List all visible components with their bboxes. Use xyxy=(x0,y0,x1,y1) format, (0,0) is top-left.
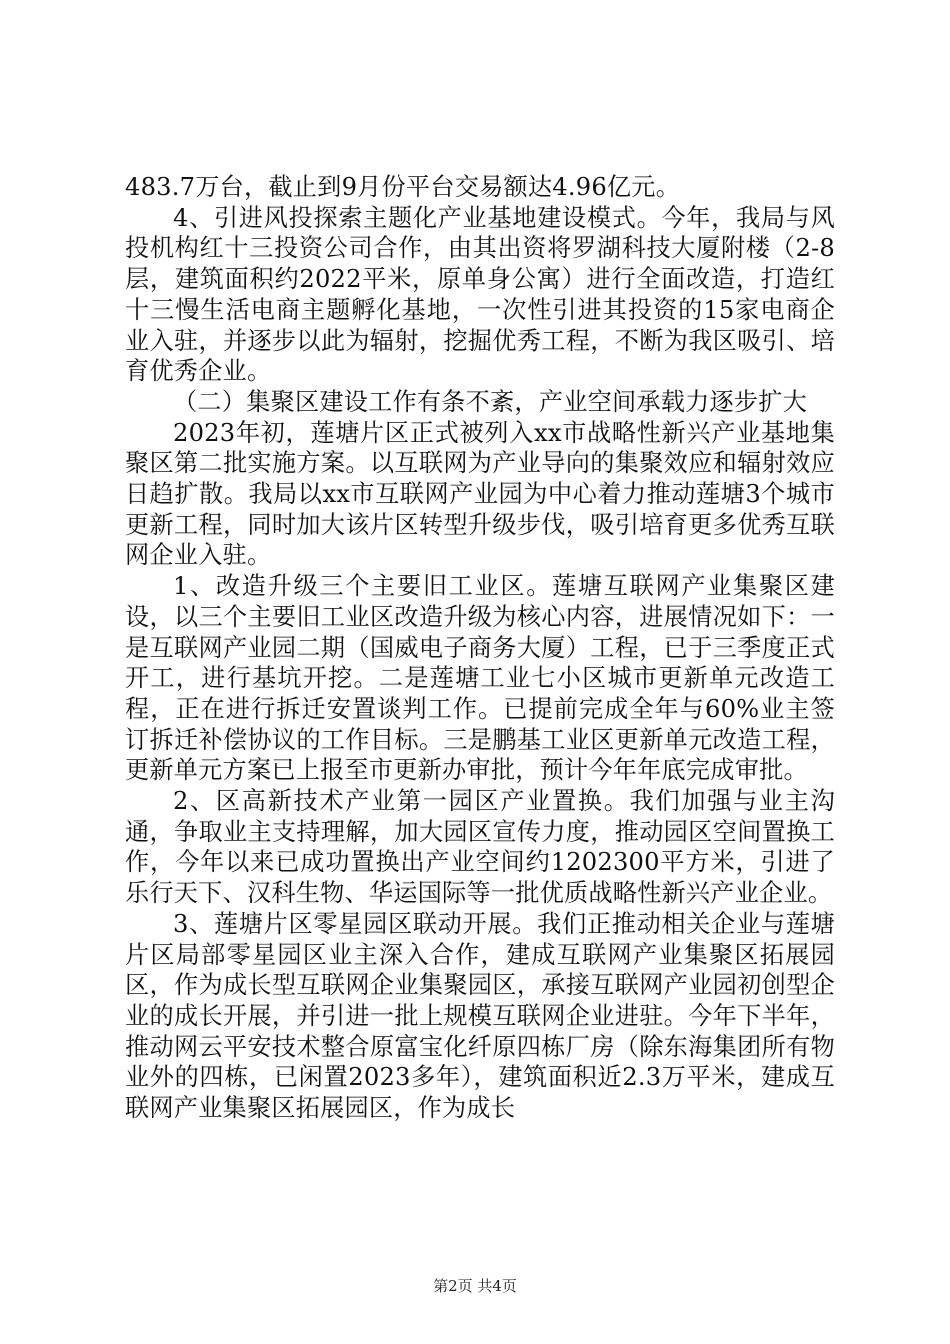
page-footer: 第2页 共4页 xyxy=(433,1277,517,1295)
paragraph-continuation: 483.7万台，截止到9月份平台交易额达4.96亿元。 xyxy=(125,173,681,201)
paragraph-intro: 2023年初，莲塘片区正式被列入xx市战略性新兴产业基地集聚区第二批实施方案。以互联网为产业导向的集聚效应和辐射效应日趋扩散。我局以xx市互联网产业园为中心着力推动莲塘3个城市更新工程，同时加大该片区转型升级步伐，吸引培育更多优秀互联网企业入驻。 xyxy=(125,418,835,570)
document-body xyxy=(125,172,835,1124)
paragraph-item-2: 2、区高新技术产业第一园区产业置换。我们加强与业主沟通，争取业主支持理解，加大园区宣传力度，推动园区空间置换工作，今年以来已成功置换出产业空间约1202300平方米，引进了乐行天下、汉科生物、华运国际等一批优质战略性新兴产业企业。 xyxy=(125,787,835,908)
paragraph-item-3: 3、莲塘片区零星园区联动开展。我们正推动相关企业与莲塘片区局部零星园区业主深入合作，建成互联网产业集聚区拓展园区，作为成长型互联网企业集聚园区，承接互联网产业园初创型企业的成长开展，并引进一批上规模互联网企业进驻。今年下半年，推动网云平安技术整合原富宝化纤原四栋厂房（除东海集团所有物业外的四栋，已闲置2023多年），建筑面积近2.3万平米，建成互联网产业集聚区拓展园区，作为成长 xyxy=(125,909,835,1123)
paragraph-item-1: 1、改造升级三个主要旧工业区。莲塘互联网产业集聚区建设，以三个主要旧工业区改造升级为核心内容，进展情况如下：一是互联网产业园二期（国威电子商务大厦）工程，已于三季度正式开工，进行基坑开挖。二是莲塘工业七小区城市更新单元改造工程，正在进行拆迁安置谈判工作。已提前完成全年与60%业主签订拆迁补偿协议的工作目标。三是鹏基工业区更新单元改造工程，更新单元方案已上报至市更新办审批，预计今年年底完成审批。 xyxy=(125,572,835,785)
paragraph-item-4: 4、引进风投探索主题化产业基地建设模式。今年，我局与风投机构红十三投资公司合作，由其出资将罗湖科技大厦附楼（2-8层，建筑面积约2022平米，原单身公寓）进行全面改造，打造红十三慢生活电商主题孵化基地，一次性引进其投资的15家电商企业入驻，并逐步以此为辐射，挖掘优秀工程，不断为我区吸引、培育优秀企业。 xyxy=(125,203,835,386)
section-heading: （二）集聚区建设工作有条不紊，产业空间承载力逐步扩大 xyxy=(173,387,808,416)
